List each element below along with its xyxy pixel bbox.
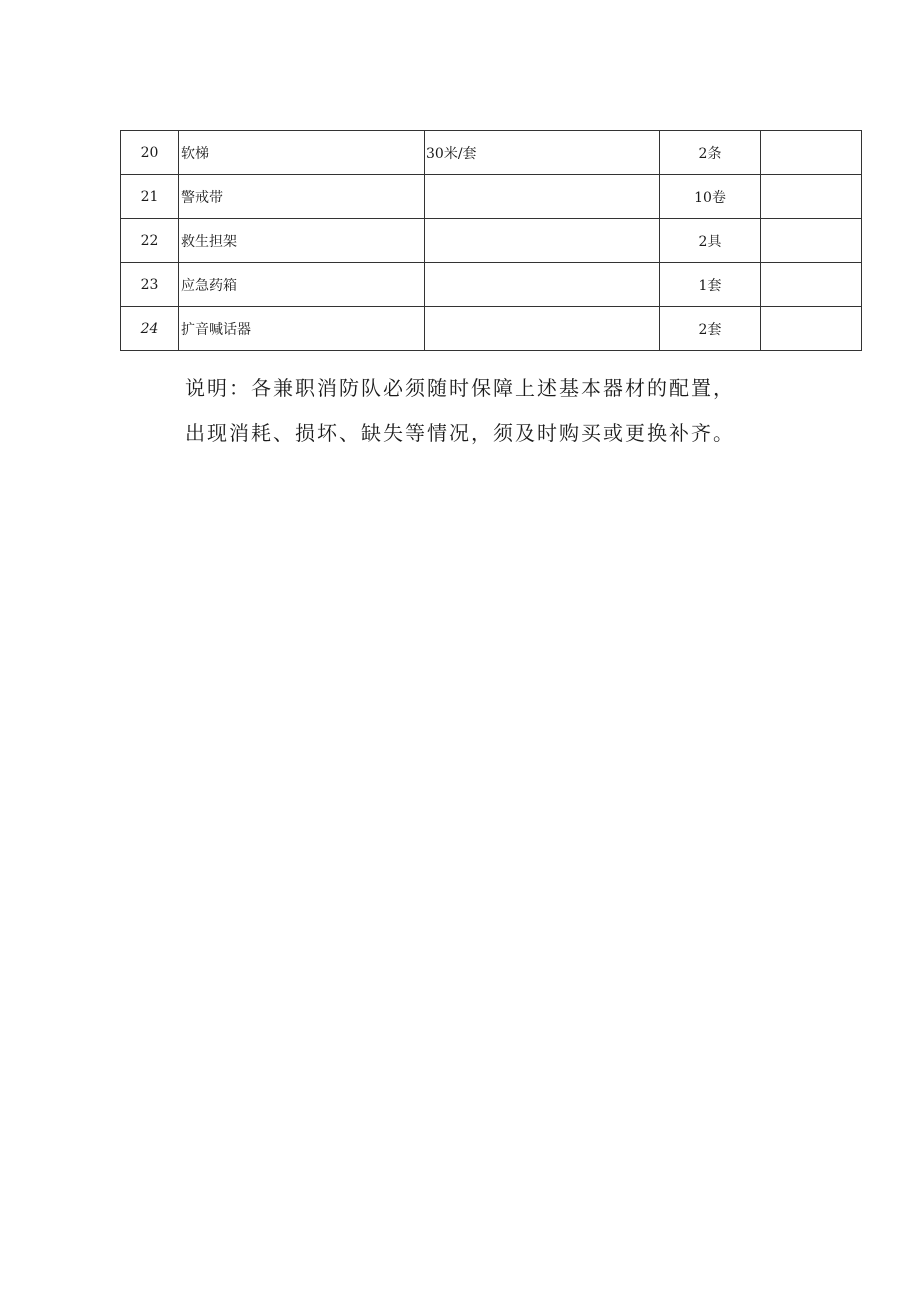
- equipment-name: 警戒带: [179, 175, 425, 219]
- equipment-name: 救生担架: [179, 219, 425, 263]
- equipment-note: [761, 131, 862, 175]
- equipment-name: 软梯: [179, 131, 425, 175]
- row-number: 24: [121, 307, 179, 351]
- equipment-spec: [425, 263, 660, 307]
- equipment-spec: [425, 307, 660, 351]
- equipment-quantity: 2条: [660, 131, 761, 175]
- equipment-note: [761, 263, 862, 307]
- table-row: [121, 175, 862, 219]
- equipment-spec: [425, 175, 660, 219]
- row-number: 21: [121, 175, 179, 219]
- equipment-quantity: 2套: [660, 307, 761, 351]
- row-number: 22: [121, 219, 179, 263]
- table-row: [121, 219, 862, 263]
- equipment-spec: [425, 219, 660, 263]
- table-row: [121, 263, 862, 307]
- equipment-quantity: 1套: [660, 263, 761, 307]
- table-row: [121, 307, 862, 351]
- remark-line-2: 出现消耗、损坏、缺失等情况，须及时购买或更换补齐。: [185, 421, 735, 445]
- table-row: [121, 131, 862, 175]
- equipment-quantity: 10卷: [660, 175, 761, 219]
- remark-line-1: 说明：各兼职消防队必须随时保障上述基本器材的配置，: [185, 376, 735, 400]
- equipment-note: [761, 307, 862, 351]
- equipment-spec: 30米/套: [425, 131, 660, 175]
- row-number: 23: [121, 263, 179, 307]
- row-number: 20: [121, 131, 179, 175]
- equipment-note: [761, 219, 862, 263]
- equipment-name: 扩音喊话器: [179, 307, 425, 351]
- equipment-name: 应急药箱: [179, 263, 425, 307]
- equipment-quantity: 2具: [660, 219, 761, 263]
- equipment-note: [761, 175, 862, 219]
- equipment-table: [120, 130, 862, 351]
